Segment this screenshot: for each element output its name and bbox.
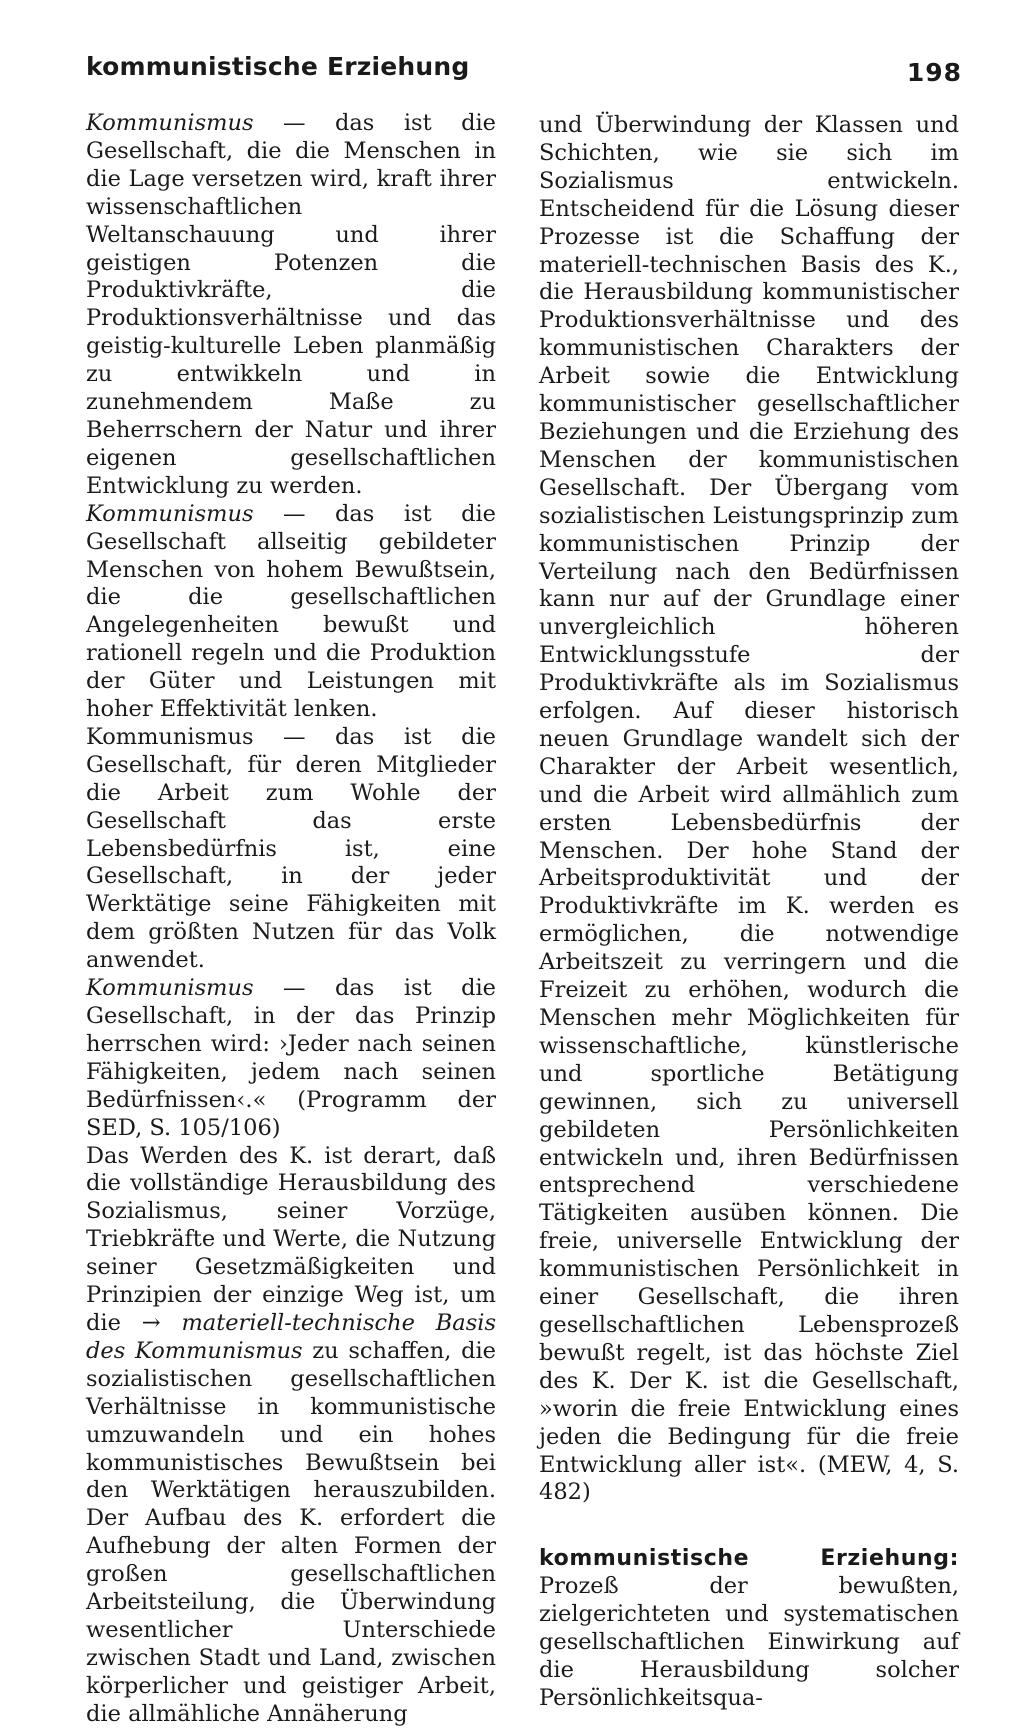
continued-paragraph: und Überwindung der Klassen und Schichten, wie sie sich im Sozialismus entwickeln. Entscheidend für die Lösung dieser Prozesse ist die Schaffung der materiell-technischen Basis des K., die Herausbildung kommunistischer Produktionsverhältnisse und des kommunistischen Charakters der Arbeit sowie die Entwicklung kommunistischer gesellschaftlicher Beziehungen und die Erziehung des Menschen der kommunistischen Gesellschaft. Der Übergang vom sozialistischen Leistungsprinzip zum kommunistischen Prinzip der Verteilung nach den Bedürfnissen kann nur auf der Grundlage einer unvergleichlich höheren Entwicklungsstufe der Produktivkräfte als im Sozialismus erfolgen. Auf dieser historisch neuen Grundlage wandelt sich der Charakter der Arbeit wesentlich, und die Arbeit wird allmählich zum ersten Lebensbedürfnis der Menschen. Der hohe Stand der Arbeitsproduktivität und der Produktivkräfte im K. werden es ermöglichen, die notwendige Arbeitszeit zu verringern und die Freizeit zu erhöhen, wodurch die Menschen mehr Möglichkeiten für wissenschaftliche, künstlerische und sportliche Betätigung gewinnen, sich zu universell gebildeten Persönlichkeiten entwickeln und, ihren Bedürfnissen entsprechend verschiedene Tätigkeiten ausüben können. Die freie, universelle Entwicklung der kommunistischen Persönlichkeit in einer Gesellschaft, die ihren gesellschaftlichen Lebensprozeß bewußt regelt, ist das höchste Ziel des K. Der K. ist die Gesellschaft, »worin die freie Entwicklung eines jeden die Bedingung für die freie Entwicklung aller ist«. (MEW, 4, S. 482) xyxy=(539,112,959,1506)
left-column xyxy=(86,110,496,1729)
paragraph-text: — das ist die Gesellschaft allseitig gebildeter Menschen von hohem Bewußtsein, die die gesellschaftlichen Angelegenheiten bewußt und rationell regeln und die Produktion der Güter und Leistungen mit hoher Effektivität lenken. xyxy=(86,500,496,723)
term-kommunismus: Kommunismus xyxy=(86,110,254,136)
entry-heading: kommunistische Erziehung: xyxy=(539,1546,959,1572)
page-number: 198 xyxy=(906,58,962,87)
term-kommunismus: Kommunismus xyxy=(86,975,254,1002)
paragraph-3: Kommunismus — das ist die Gesellschaft, für deren Mitglieder die Arbeit zum Wohle der Gesellschaft das erste Lebensbedürfnis ist, eine Gesellschaft, in der jeder Werktätige seine Fähigkeiten mit dem größten Nutzen für das Volk anwendet. xyxy=(86,723,496,974)
term-kommunismus: Kommunismus xyxy=(86,500,254,527)
paragraph-5 xyxy=(86,1143,496,1729)
paragraph-1 xyxy=(86,110,496,501)
dictionary-entry xyxy=(539,1545,959,1712)
paragraph-text: — das ist die Gesellschaft, die die Menschen in die Lage versetzen wird, kraft ihrer wissenschaftlichen Weltanschauung und ihrer geistigen Potenzen die Produktivkräfte, die Produktionsverhältnisse und das geistig-kulturelle Leben planmäßig zu entwikkeln und in zunehmendem Maße zu Beherrschern der Natur und ihrer eigenen gesellschaftlichen Entwicklung zu werden. xyxy=(86,110,496,499)
paragraph-text: — das ist die Gesellschaft, in der das Prinzip herrschen wird: ›Jeder nach seinen Fähigkeiten, jedem nach seinen Bedürfnissen‹.« (Programm der SED, S. 105/106) xyxy=(86,975,496,1141)
paragraph-4 xyxy=(86,975,496,1142)
running-head: kommunistische Erziehung xyxy=(86,52,470,81)
cross-reference-link[interactable]: materiell-technische Basis des Kommunismus xyxy=(86,1309,496,1364)
right-column xyxy=(539,112,959,1713)
paragraph-text: zu schaffen, die sozialistischen gesellschaftlichen Verhältnisse in kommunistische umzuwandeln und ein hohes kommunistisches Bewußtsein bei den Werktätigen herauszubilden. Der Aufbau des K. erfordert die Aufhebung der alten Formen der großen gesellschaftlichen Arbeitsteilung, die Überwindung wesentlicher Unterschiede zwischen Stadt und Land, zwischen körperlicher und geistiger Arbeit, die allmähliche Annäherung xyxy=(86,1337,497,1727)
paragraph-2 xyxy=(86,501,496,724)
entry-text: Prozeß der bewußten, zielgerichteten und systematischen gesellschaftlichen Einwirkung auf die Herausbildung solcher Persönlichkeitsqua- xyxy=(539,1573,959,1711)
paragraph-text: Das Werden des K. ist derart, daß die vollständige Herausbildung des Sozialismus, seiner Vorzüge, Triebkräfte und Werte, die Nutzung seiner Gesetzmäßigkeiten und Prinzipien der einzige Weg ist, um die → xyxy=(86,1142,496,1336)
